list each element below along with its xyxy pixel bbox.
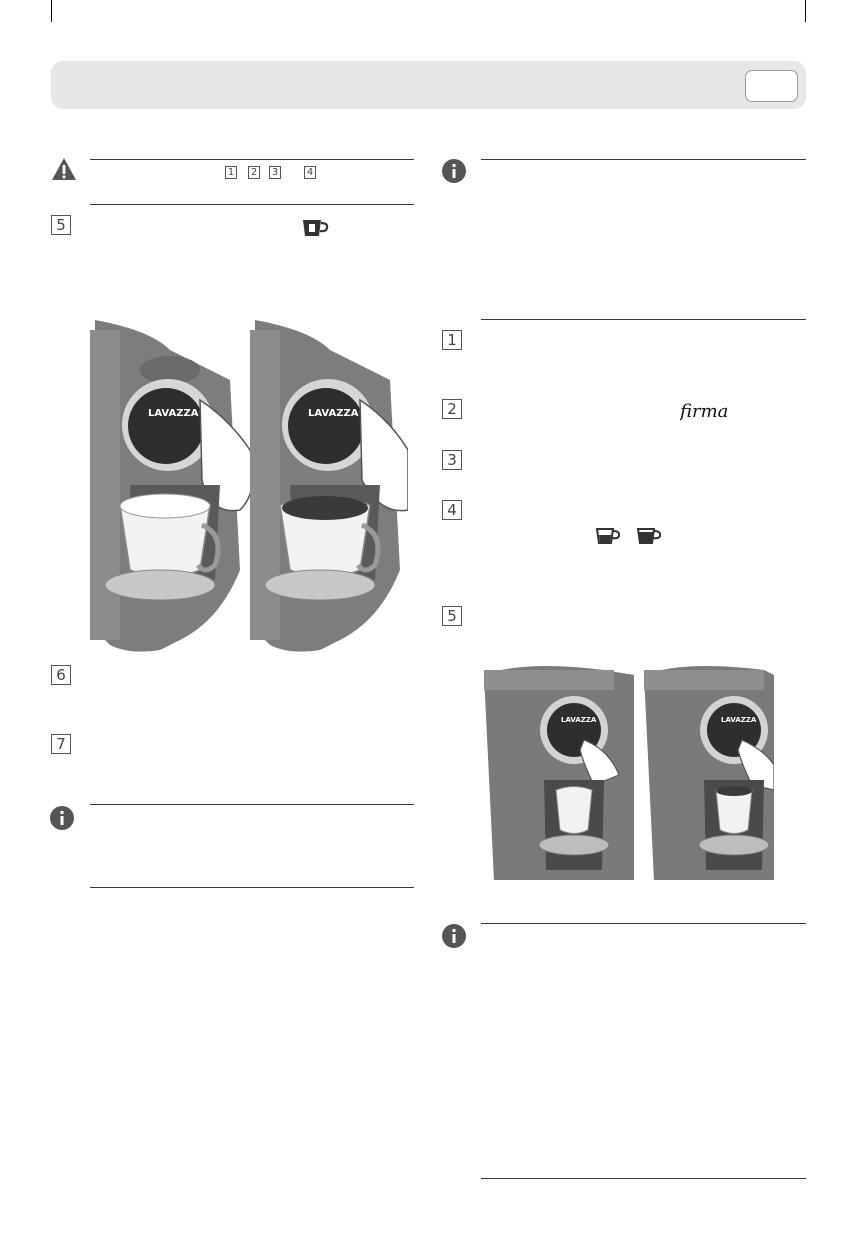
info-circle-icon	[442, 924, 466, 948]
step-ref-2: 2	[248, 166, 260, 179]
section-rule	[90, 159, 414, 160]
info-circle-icon	[442, 159, 466, 183]
page-number-box	[745, 70, 798, 102]
info-circle-icon	[50, 806, 74, 830]
section-rule	[481, 1178, 806, 1179]
header-bar	[51, 61, 806, 109]
machine-logo: LAVAZZA	[561, 716, 597, 724]
section-rule	[481, 319, 806, 320]
section-rule	[90, 887, 414, 888]
step-ref-3: 3	[269, 166, 281, 179]
firma-logo	[680, 400, 760, 422]
machine-logo: LAVAZZA	[721, 716, 757, 724]
crop-mark	[805, 0, 806, 22]
step-number-1: 1	[442, 330, 462, 350]
step-number-3: 3	[442, 450, 462, 470]
cup-icon	[301, 218, 329, 238]
step-number-6: 6	[51, 665, 71, 685]
step-number-5: 5	[442, 606, 462, 626]
warning-triangle-icon	[51, 157, 77, 181]
crop-mark	[51, 0, 52, 22]
step-ref-4: 4	[304, 166, 316, 179]
step-number-5: 5	[51, 215, 71, 235]
section-rule	[481, 923, 806, 924]
step-number-2: 2	[442, 399, 462, 419]
section-rule	[90, 204, 414, 205]
step-ref-1: 1	[225, 166, 237, 179]
section-rule	[90, 804, 414, 805]
machine-illustration-left	[90, 320, 408, 660]
machine-logo: LAVAZZA	[308, 408, 359, 419]
step-number-4: 4	[442, 500, 462, 520]
step-number-7: 7	[51, 734, 71, 754]
section-rule	[481, 159, 806, 160]
cup-icon	[595, 527, 621, 545]
firma-logo-text: firma	[680, 401, 729, 422]
machine-illustration-right	[484, 655, 774, 887]
cup-icon	[636, 527, 662, 545]
machine-logo: LAVAZZA	[148, 408, 199, 419]
